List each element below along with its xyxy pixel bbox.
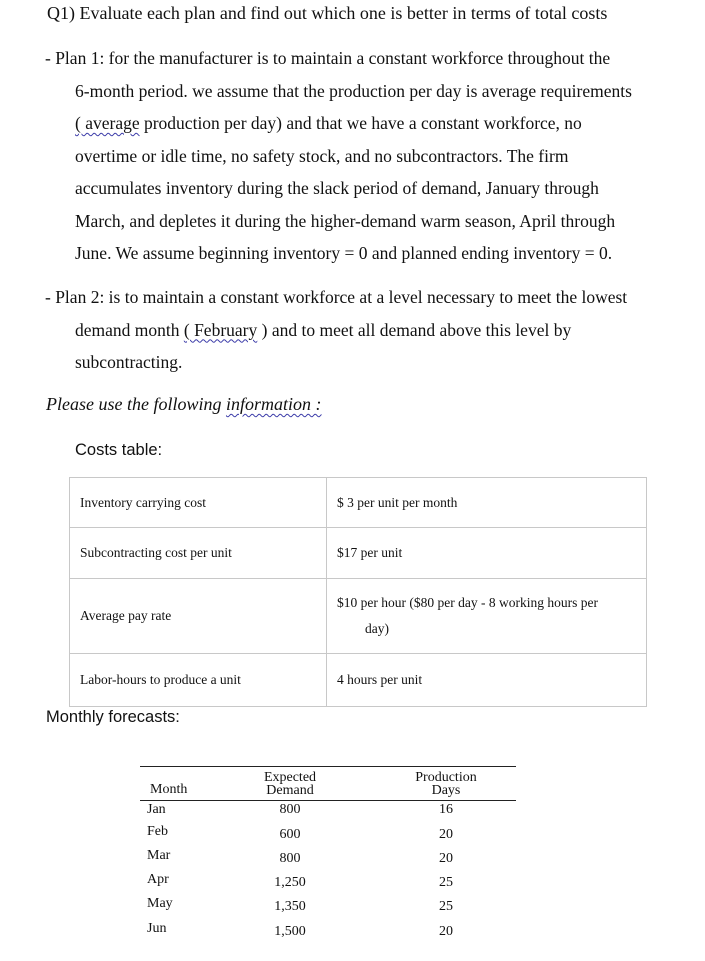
forecast-demand: 1,500 (274, 924, 306, 939)
costs-label: Subcontracting cost per unit (70, 528, 327, 579)
average-underlined-text: ( average (75, 113, 140, 133)
costs-value-line-2: day) (365, 621, 389, 636)
costs-row-inventory (70, 478, 647, 528)
forecast-month: Jun (147, 921, 167, 936)
forecast-header-days-line-1: Production (415, 770, 477, 785)
plan-1-paragraph (45, 42, 695, 270)
question-title: Q1) Evaluate each plan and find out which one is better in terms of total costs (47, 3, 608, 23)
costs-table-title: Costs table: (75, 441, 163, 459)
plan-1-line-3-text: production per day) and that we have a constant workforce, no (143, 113, 582, 133)
plan-1-line-7: June. We assume beginning inventory = 0 and planned ending inventory = 0. (75, 243, 613, 263)
forecast-days: 25 (439, 899, 453, 914)
info-heading (46, 394, 322, 415)
forecast-header-demand (250, 771, 330, 797)
forecast-demand: 1,250 (274, 875, 306, 890)
plan-2-line-2-post: ) and to meet all demand above this level by (257, 319, 572, 340)
info-prefix: Please use the following (46, 394, 226, 414)
plan-2-paragraph (45, 281, 695, 379)
forecast-demand: 1,350 (274, 899, 306, 914)
plan-1-line-3 (75, 107, 695, 140)
plan-2-line-2-pre: demand month (75, 319, 184, 340)
plan-1-line-6: March, and depletes it during the higher-demand warm season, April through (75, 210, 616, 231)
plan-1-line-2: 6-month period. we assume that the production per day is average requirements (75, 80, 632, 101)
forecast-month: May (147, 896, 173, 911)
costs-row-subcontracting (70, 528, 647, 579)
forecast-days: 20 (439, 827, 453, 842)
forecast-demand: 800 (279, 851, 301, 866)
costs-value: $17 per unit (327, 528, 647, 579)
forecast-header-rule (140, 800, 516, 801)
february-underlined-text: ( February (183, 319, 258, 340)
plan-1-line-1: - Plan 1: for the manufacturer is to maintain a constant workforce throughout the (45, 48, 611, 68)
forecast-days: 16 (439, 802, 453, 817)
costs-value: 4 hours per unit (327, 654, 647, 707)
costs-value: $ 3 per unit per month (327, 478, 647, 528)
forecast-month: Apr (147, 872, 169, 887)
forecast-header-month: Month (150, 782, 188, 797)
costs-label: Average pay rate (70, 579, 327, 654)
costs-label: Labor-hours to produce a unit (70, 654, 327, 707)
costs-row-pay-rate (70, 579, 647, 654)
forecast-month: Feb (147, 824, 168, 839)
plan-2-line-2 (75, 314, 695, 347)
plan-1-line-5: accumulates inventory during the slack period of demand, January through (75, 178, 599, 198)
costs-value (327, 579, 647, 654)
costs-table (69, 477, 647, 707)
costs-label: Inventory carrying cost (70, 478, 327, 528)
forecast-header-days (400, 771, 492, 797)
forecast-days: 25 (439, 875, 453, 890)
costs-value-line-1: $10 per hour ($80 per day - 8 working hours per (337, 595, 598, 610)
plan-2-line-1: - Plan 2: is to maintain a constant workforce at a level necessary to meet the lowest (45, 287, 628, 307)
forecast-month: Jan (147, 802, 166, 817)
forecast-top-rule (140, 766, 516, 767)
costs-row-labor-hours (70, 654, 647, 707)
forecast-days: 20 (439, 924, 453, 939)
monthly-forecasts-title: Monthly forecasts: (46, 708, 180, 726)
forecast-month: Mar (147, 848, 171, 863)
forecast-header-demand-line-1: Expected (263, 770, 317, 785)
forecast-header-demand-line-2: Demand (266, 783, 314, 798)
plan-2-line-3: subcontracting. (75, 352, 183, 372)
forecast-header-days-line-2: Days (431, 783, 461, 798)
forecast-demand: 600 (279, 827, 301, 842)
information-underlined-text: information : (225, 394, 322, 414)
plan-1-line-4: overtime or idle time, no safety stock, and no subcontractors. The firm (75, 145, 569, 166)
forecast-demand: 800 (279, 802, 301, 817)
forecast-days: 20 (439, 851, 453, 866)
